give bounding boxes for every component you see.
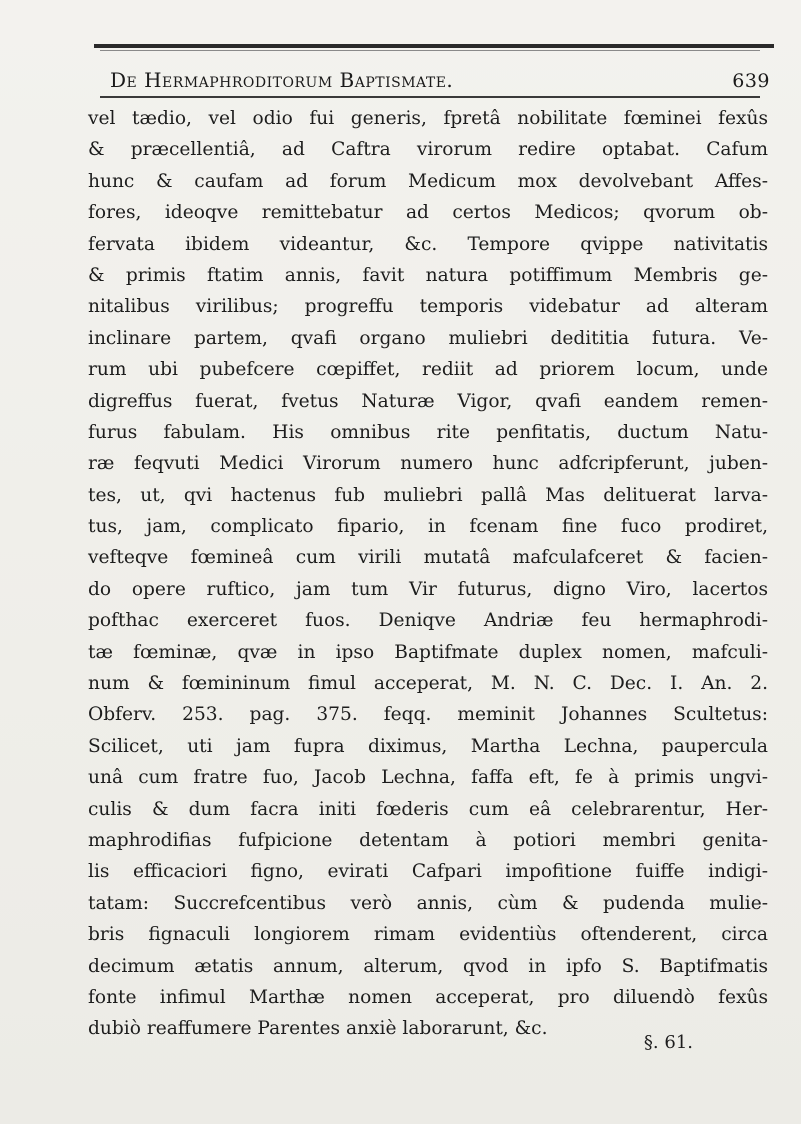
text-line: decimum ætatis annum, alterum, qvod in ipfo S. Baptifmatis xyxy=(88,955,768,977)
text-line: rum ubi pubefcere cœpiffet, rediit ad priorem locum, unde xyxy=(88,359,768,381)
header-rule xyxy=(100,96,760,98)
text-line: fervata ibidem videantur, &c. Tempore qvippe nativitatis xyxy=(88,233,768,255)
top-border-thin-rule xyxy=(100,50,760,51)
text-line: vefteqve fœmineâ cum virili mutatâ mafculafceret & facien- xyxy=(88,547,768,569)
main-text xyxy=(88,103,768,1045)
text-line: vel tædio, vel odio fui generis, fpretâ nobilitate fœminei fexûs xyxy=(88,108,768,129)
text-line: fonte infimul Marthæ nomen acceperat, pro diluendò fexûs xyxy=(88,986,768,1008)
text-line: fores, ideoqve remittebatur ad certos Medicos; qvorum ob- xyxy=(88,202,768,224)
top-border-rule xyxy=(94,44,774,48)
page-number: 639 xyxy=(732,70,770,92)
text-line: nitalibus virilibus; progreffu temporis videbatur ad alteram xyxy=(88,296,768,318)
text-line: tatam: Succrefcentibus verò annis, cùm & pudenda mulie- xyxy=(88,892,768,914)
text-line: lis efficaciori figno, evirati Cafpari impofitione fuiffe indigi- xyxy=(88,861,768,883)
running-header xyxy=(110,68,770,98)
text-line: tes, ut, qvi hactenus fub muliebri pallâ Mas delituerat larva- xyxy=(88,484,768,506)
text-line: tæ fœminæ, qvæ in ipso Baptifmate duplex nomen, mafculi- xyxy=(88,641,768,663)
text-line: furus fabulam. His omnibus rite penfitatis, ductum Natu- xyxy=(88,421,768,443)
text-line: inclinare partem, qvafi organo muliebri dedititia futura. Ve- xyxy=(88,327,768,349)
text-line: hunc & caufam ad forum Medicum mox devolvebant Affes- xyxy=(88,170,768,192)
text-line: num & fœmininum fimul acceperat, M. N. C. Dec. I. An. 2. xyxy=(88,673,768,695)
text-line: bris fignaculi longiorem rimam evidentiùs oftenderent, circa xyxy=(88,924,768,946)
text-line: pofthac exerceret fuos. Deniqve Andriæ feu hermaphrodi- xyxy=(88,610,768,632)
text-line: maphrodifias fufpicione detentam à potiori membri genita- xyxy=(88,829,768,851)
text-line: unâ cum fratre fuo, Jacob Lechna, faffa eft, fe à primis ungvi- xyxy=(88,767,768,789)
text-line: ræ feqvuti Medici Virorum numero hunc adfcripferunt, juben- xyxy=(88,453,768,475)
text-line: & primis ftatim annis, favit natura potiffimum Membris ge- xyxy=(88,264,768,286)
text-line: digreffus fuerat, fvetus Naturæ Vigor, qvafi eandem remen- xyxy=(88,390,768,412)
text-line: & præcellentiâ, ad Caftra virorum redire optabat. Cafum xyxy=(88,139,768,161)
text-line: culis & dum facra initi fœderis cum eâ celebrarentur, Her- xyxy=(88,798,768,820)
text-line: do opere ruftico, jam tum Vir futurus, digno Viro, lacertos xyxy=(88,578,768,600)
text-line: dubiò reaffumere Parentes anxiè laborarunt, &c. xyxy=(88,1018,548,1040)
text-line: Obferv. 253. pag. 375. feqq. meminit Johannes Scultetus: xyxy=(88,704,768,726)
text-line: tus, jam, complicato fipario, in fcenam fine fuco prodiret, xyxy=(88,516,768,538)
text-line: Scilicet, uti jam fupra diximus, Martha Lechna, paupercula xyxy=(88,735,768,757)
catchword: §. 61. xyxy=(643,1032,693,1053)
running-title: De Hermaphroditorum Baptismate. xyxy=(110,68,454,92)
